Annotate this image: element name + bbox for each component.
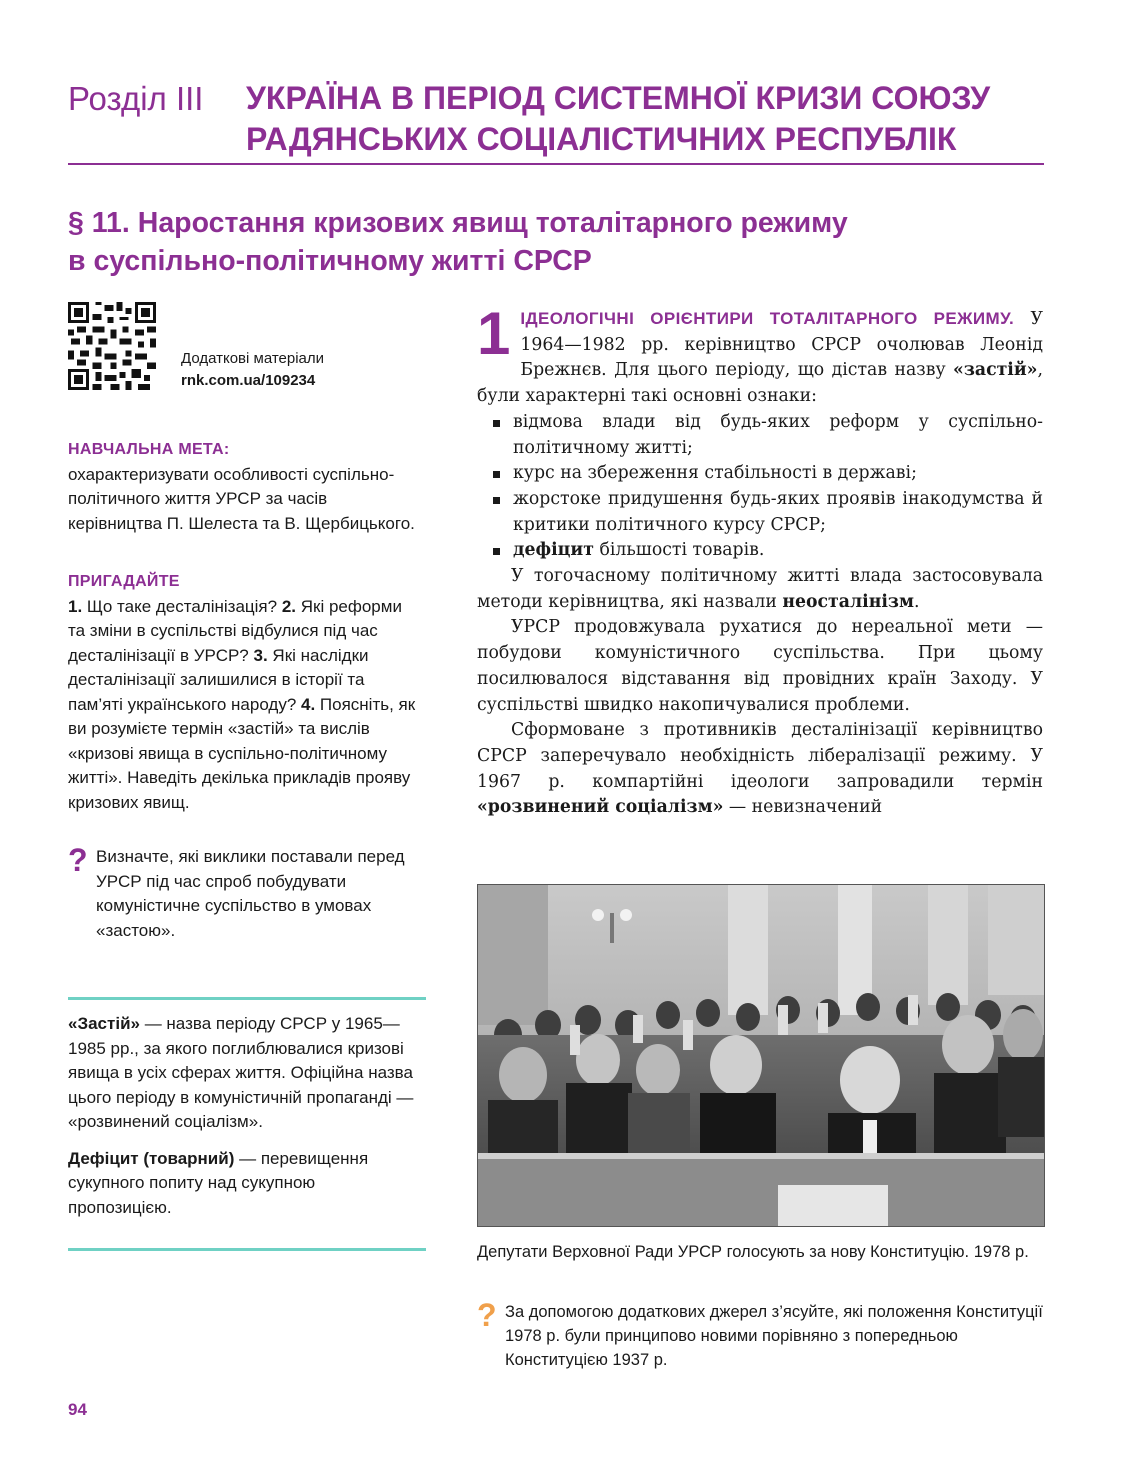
glossary-term: «Застій»	[68, 1014, 140, 1033]
additional-materials-label: Додаткові матеріали	[181, 350, 325, 367]
list-item-text: більшості товарів.	[593, 540, 765, 561]
remember-block	[68, 570, 418, 815]
glossary-entry	[68, 1012, 418, 1135]
glossary-term: Дефіцит (товарний)	[68, 1148, 235, 1168]
features-list	[477, 410, 1043, 564]
question-number: 3.	[253, 645, 268, 665]
question-number: 4.	[301, 694, 316, 714]
paragraph-text: .	[913, 591, 920, 612]
remember-heading: ПРИГАДАЙТЕ	[68, 573, 180, 590]
main-text	[477, 300, 1043, 821]
additional-materials	[181, 348, 324, 392]
intro-text: У 1964—1982 рр. керівництво СРСР очолював Леонід Брежнєв. Для цього періоду, що дістав назву	[520, 309, 1043, 381]
list-item	[491, 538, 1043, 564]
subsection-heading: ІДЕОЛОГІЧНІ ОРІЄНТИРИ ТОТАЛІТАРНОГО РЕЖИМУ.	[520, 309, 1015, 328]
paragraph-text: Сформоване з противників десталінізації керівництво СРСР заперечувало необхідність лібералізації режиму. У 1967 р. компартійні ідеологи запровадили термін	[477, 720, 1043, 792]
question-block-left	[68, 842, 408, 943]
chapter-label: Розділ III	[68, 80, 204, 117]
list-item: жорстоке придушення будь-яких проявів інакодумства й критики політичного курсу СРСР;	[491, 487, 1043, 538]
chapter-divider	[68, 163, 1044, 165]
learning-goal	[68, 438, 418, 536]
intro-text-end: , були характерні такі основні ознаки:	[477, 360, 1043, 407]
term-zastii: «застій»	[953, 360, 1038, 381]
section-title-line2: в суспільно-політичному житті СРСР	[68, 245, 592, 277]
main-paragraph-3: УРСР продовжувала рухатися до нереальної мети — побудови комуністичного суспільства. При цьому посилювалося відставання від провідних країн Заходу. У суспільстві швидко накопичувалися проблеми.	[477, 617, 1043, 715]
question-text: Поясніть, як ви розумієте термін «застій» та вислів «кризові явища в суспільно-політичному житті». Наведіть декілька прикладів прояву кризових явищ.	[68, 694, 416, 812]
list-item: курс на збереження стабільності в державі;	[491, 461, 1043, 487]
question-text: Що таке десталінізація?	[82, 596, 282, 616]
question-number: 2.	[281, 596, 297, 616]
additional-materials-link[interactable]: rnk.com.ua/109234	[181, 372, 316, 389]
subsection-number: 1	[477, 300, 511, 367]
question-left-text: Визначте, які виклики поставали перед УРСР під час спроб побудувати комуністичне суспільство в умовах «застою».	[96, 847, 405, 940]
question-mark-icon: ?	[477, 1297, 497, 1333]
learning-goal-text: охарактеризувати особливості суспільно-політичного життя УРСР за часів керівництва П. Шелеста та В. Щербицького.	[68, 464, 415, 533]
chapter-title: УКРАЇНА В ПЕРІОД СИСТЕМНОЇ КРИЗИ СОЮЗУ РАДЯНСЬКИХ СОЦІАЛІСТИЧНИХ РЕСПУБЛІК	[246, 80, 991, 157]
question-text: Які наслідки десталінізації залишилися в історії та пам’яті українського народу?	[68, 645, 369, 714]
glossary-divider-top	[68, 997, 426, 1000]
main-paragraph-4	[477, 718, 1043, 821]
paragraph-text: — невизначений	[723, 797, 883, 818]
glossary	[68, 1012, 418, 1232]
photo-deputies-voting	[477, 884, 1045, 1227]
glossary-definition: — перевищення сукупного попиту над сукупною пропозицією.	[68, 1148, 369, 1217]
question-mark-icon: ?	[68, 842, 88, 878]
main-paragraph-1	[477, 300, 1043, 410]
section-title-line1: § 11. Наростання кризових явищ тоталітарного режиму	[68, 207, 848, 239]
photo-caption: Депутати Верховної Ради УРСР голосують за нову Конституцію. 1978 р.	[477, 1243, 1029, 1261]
glossary-entry	[68, 1147, 418, 1221]
paragraph-text: У тогочасному політичному житті влада застосовувала методи керівництва, які назвали	[477, 566, 1043, 612]
main-paragraph-2	[477, 564, 1043, 615]
list-item: відмова влади від будь-яких реформ у суспільно-політичному житті;	[491, 410, 1043, 461]
remember-questions	[68, 595, 418, 816]
question-right-text: За допомогою додаткових джерел з’ясуйте, які положення Конституції 1978 р. були принципово новими порівняно з попередньою Конституцією 1937 р.	[505, 1303, 1043, 1369]
glossary-definition: — назва періоду СРСР у 1965—1985 рр., за якого поглиблювалися кризові явища в усіх сферах життя. Офіційна назва цього періоду в комуністичній пропаганді — «розвинений соціалізм».	[68, 1014, 414, 1131]
term-deficit: дефіцит	[513, 540, 594, 561]
qr-code-icon[interactable]	[68, 302, 156, 390]
question-text: Які реформи та зміни в суспільстві відбулися під час десталінізації в УРСР?	[68, 596, 402, 665]
learning-goal-heading: НАВЧАЛЬНА МЕТА:	[68, 441, 230, 458]
glossary-divider-bottom	[68, 1248, 426, 1251]
term-developed-socialism: «розвинений соціалізм»	[477, 797, 724, 818]
question-number: 1.	[68, 596, 83, 616]
question-block-right	[477, 1297, 1043, 1372]
term-neostalinism: неосталінізм	[782, 591, 914, 612]
page-number: 94	[68, 1400, 87, 1419]
section-title	[68, 204, 1028, 280]
